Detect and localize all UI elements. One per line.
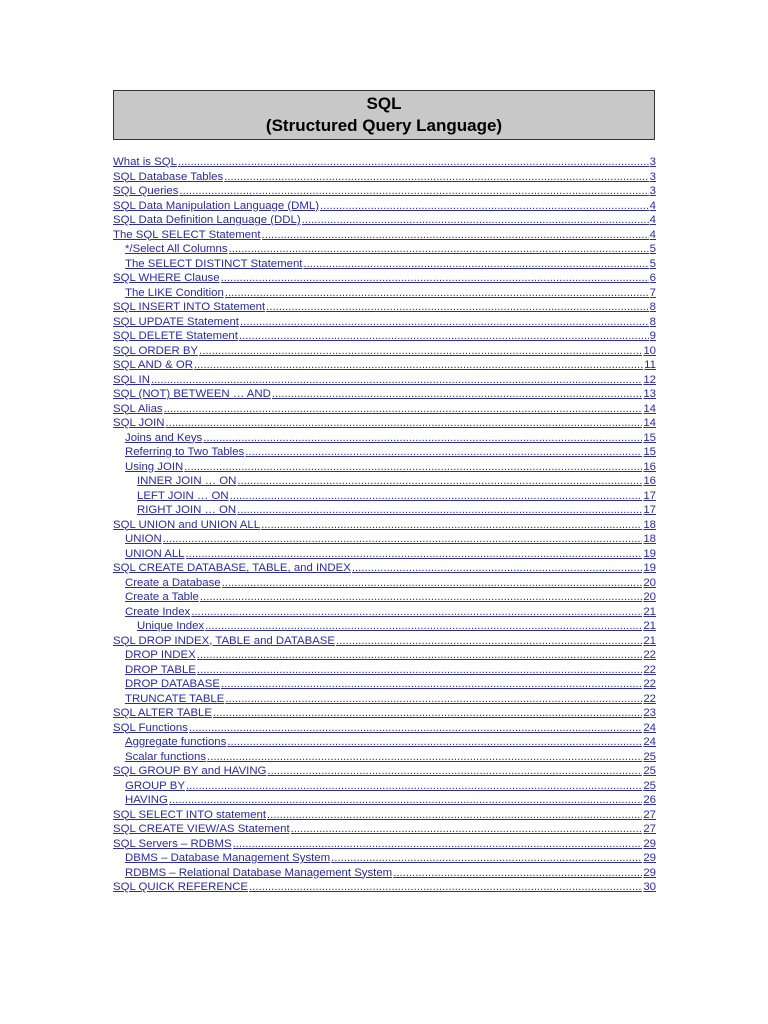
toc-dot-leader [240, 315, 649, 330]
toc-entry-page-number: 25 [643, 765, 656, 777]
toc-dot-leader [352, 561, 643, 576]
toc-entry-page-number: 3 [649, 185, 656, 197]
toc-entry[interactable] [113, 547, 656, 562]
toc-dot-leader [225, 286, 649, 301]
toc-entry-label: SQL ALTER TABLE [113, 707, 212, 719]
toc-dot-leader [197, 648, 643, 663]
toc-entry[interactable] [113, 721, 656, 736]
toc-dot-leader [222, 576, 643, 591]
toc-entry-page-number: 11 [644, 359, 656, 371]
toc-entry-page-number: 5 [649, 243, 656, 255]
toc-entry-label: Create a Table [125, 591, 199, 603]
toc-entry-label: DROP INDEX [125, 649, 196, 661]
toc-entry-page-number: 7 [649, 286, 656, 299]
toc-dot-leader [186, 779, 642, 794]
toc-dot-leader [184, 460, 642, 475]
toc-entry[interactable] [113, 445, 656, 460]
toc-entry-page-number: 4 [649, 214, 656, 226]
toc-entry-page-number: 22 [643, 663, 656, 676]
toc-entry[interactable] [113, 402, 656, 417]
toc-entry[interactable] [113, 228, 656, 243]
toc-entry-page-number: 18 [643, 533, 656, 545]
toc-dot-leader [213, 706, 642, 721]
toc-entry-page-number: 19 [643, 562, 656, 574]
toc-entry-label: SQL Alias [113, 402, 163, 415]
toc-dot-leader [320, 199, 649, 214]
table-of-contents [113, 155, 656, 895]
toc-entry-label: SQL Servers – RDBMS [113, 837, 232, 850]
toc-dot-leader [266, 300, 649, 315]
toc-entry-page-number: 9 [649, 330, 656, 342]
toc-entry[interactable] [113, 561, 656, 576]
toc-entry-label: SQL Queries [113, 185, 179, 197]
toc-entry[interactable] [113, 387, 656, 402]
toc-entry-page-number: 14 [643, 417, 656, 429]
toc-entry[interactable] [113, 358, 656, 373]
toc-entry[interactable] [113, 300, 656, 315]
toc-entry-label: UNION [125, 533, 162, 545]
toc-entry-page-number: 29 [643, 866, 656, 879]
toc-entry-label: SQL DELETE Statement [113, 330, 238, 342]
toc-entry-page-number: 29 [643, 852, 656, 864]
toc-entry-page-number: 3 [649, 170, 656, 183]
toc-entry-page-number: 27 [643, 808, 656, 821]
toc-dot-leader [237, 474, 642, 489]
toc-dot-leader [230, 489, 643, 504]
toc-entry-page-number: 8 [649, 301, 656, 313]
toc-entry[interactable] [113, 503, 656, 518]
toc-entry-label: INNER JOIN … ON [137, 475, 237, 487]
toc-entry-page-number: 21 [643, 634, 656, 647]
toc-entry[interactable] [113, 474, 656, 489]
toc-dot-leader [267, 808, 642, 823]
toc-entry-label: Scalar functions [125, 750, 207, 763]
toc-entry[interactable] [113, 663, 656, 678]
toc-entry-page-number: 24 [643, 736, 656, 748]
toc-entry[interactable] [113, 286, 656, 301]
toc-entry-page-number: 30 [643, 881, 656, 893]
toc-dot-leader [203, 431, 642, 446]
toc-entry-page-number: 22 [643, 649, 656, 661]
toc-entry-label: SQL INSERT INTO Statement [113, 301, 266, 313]
toc-entry-label: SQL WHERE Clause [113, 272, 220, 284]
toc-entry-label: SQL UNION and UNION ALL [113, 518, 261, 531]
toc-entry[interactable] [113, 648, 656, 663]
toc-entry[interactable] [113, 735, 656, 750]
toc-entry-label: RIGHT JOIN … ON [137, 504, 237, 516]
toc-entry[interactable] [113, 460, 656, 475]
toc-dot-leader [229, 242, 649, 257]
toc-entry-label: SQL ORDER BY [113, 344, 199, 357]
toc-dot-leader [225, 692, 642, 707]
toc-dot-leader [227, 735, 642, 750]
toc-entry-page-number: 4 [649, 199, 656, 212]
toc-entry-page-number: 26 [643, 794, 656, 806]
toc-dot-leader [262, 228, 649, 243]
toc-entry-page-number: 22 [643, 692, 656, 705]
toc-entry-page-number: 13 [643, 388, 656, 400]
toc-dot-leader [189, 721, 642, 736]
toc-entry-label: Aggregate functions [125, 736, 227, 748]
toc-dot-leader [393, 866, 642, 881]
toc-dot-leader [336, 634, 642, 649]
toc-entry-label: SQL CREATE VIEW/AS Statement [113, 823, 290, 835]
toc-entry[interactable] [113, 779, 656, 794]
toc-entry-page-number: 3 [649, 156, 656, 168]
toc-entry-label: What is SQL [113, 156, 177, 168]
toc-dot-leader [331, 851, 642, 866]
toc-entry-page-number: 20 [643, 576, 656, 589]
toc-entry-page-number: 14 [643, 402, 656, 415]
toc-entry[interactable] [113, 822, 656, 837]
toc-entry-page-number: 5 [649, 257, 656, 270]
toc-entry[interactable] [113, 329, 656, 344]
toc-dot-leader [194, 358, 643, 373]
toc-entry-label: LEFT JOIN … ON [137, 489, 229, 502]
toc-entry[interactable] [113, 155, 656, 170]
toc-entry-page-number: 25 [643, 750, 656, 763]
toc-entry[interactable] [113, 271, 656, 286]
toc-entry-page-number: 22 [643, 678, 656, 690]
toc-dot-leader [261, 518, 642, 533]
toc-entry-page-number: 24 [643, 721, 656, 734]
toc-entry[interactable] [113, 692, 656, 707]
toc-entry[interactable] [113, 373, 656, 388]
toc-entry-page-number: 18 [643, 518, 656, 531]
toc-dot-leader [179, 184, 648, 199]
toc-entry-page-number: 27 [643, 823, 656, 835]
toc-dot-leader [221, 271, 649, 286]
toc-entry-page-number: 15 [643, 446, 656, 458]
toc-entry[interactable] [113, 851, 656, 866]
toc-entry-page-number: 21 [643, 620, 656, 632]
toc-dot-leader [303, 257, 648, 272]
toc-dot-leader [165, 416, 642, 431]
toc-entry-label: DROP DATABASE [125, 678, 220, 690]
toc-entry[interactable] [113, 880, 656, 895]
toc-entry-page-number: 20 [643, 591, 656, 603]
toc-entry[interactable] [113, 634, 656, 649]
toc-entry[interactable] [113, 677, 656, 692]
toc-dot-leader [200, 590, 642, 605]
toc-entry[interactable] [113, 170, 656, 185]
toc-entry-label: SQL SELECT INTO statement [113, 808, 266, 821]
toc-entry-label: Using JOIN [125, 460, 184, 473]
toc-entry[interactable] [113, 344, 656, 359]
toc-entry[interactable] [113, 518, 656, 533]
toc-dot-leader [224, 170, 648, 185]
toc-entry[interactable] [113, 199, 656, 214]
toc-entry-page-number: 10 [643, 344, 656, 357]
toc-dot-leader [191, 605, 642, 620]
toc-entry-label: SQL JOIN [113, 417, 165, 429]
toc-entry-label: The LIKE Condition [125, 286, 224, 299]
toc-dot-leader [237, 503, 642, 518]
toc-entry[interactable] [113, 619, 656, 634]
toc-entry[interactable] [113, 213, 656, 228]
document-title: SQL [366, 94, 402, 113]
toc-entry-label: Create a Database [125, 576, 221, 589]
document-subtitle: (Structured Query Language) [265, 116, 503, 135]
toc-entry[interactable] [113, 837, 656, 852]
toc-entry-label: UNION ALL [125, 547, 185, 560]
toc-entry-page-number: 25 [643, 779, 656, 792]
toc-entry[interactable] [113, 431, 656, 446]
toc-entry-label: The SQL SELECT Statement [113, 228, 261, 241]
toc-entry-page-number: 15 [643, 431, 656, 444]
toc-entry-label: The SELECT DISTINCT Statement [125, 257, 303, 270]
toc-entry-page-number: 12 [643, 373, 656, 386]
toc-entry-label: Joins and Keys [125, 431, 203, 444]
toc-entry[interactable] [113, 764, 656, 779]
toc-entry-label: SQL (NOT) BETWEEN … AND [113, 388, 271, 400]
toc-entry-label: Create Index [125, 605, 191, 618]
toc-dot-leader [163, 532, 643, 547]
toc-dot-leader [267, 764, 642, 779]
toc-dot-leader [199, 344, 642, 359]
toc-entry[interactable] [113, 257, 656, 272]
toc-dot-leader [249, 880, 642, 895]
toc-entry-label: SQL Data Definition Language (DDL) [113, 214, 301, 226]
toc-dot-leader [239, 329, 649, 344]
toc-entry[interactable] [113, 793, 656, 808]
toc-entry[interactable] [113, 576, 656, 591]
toc-entry-label: TRUNCATE TABLE [125, 692, 225, 705]
toc-entry-page-number: 17 [643, 489, 656, 502]
toc-entry-label: */Select All Columns [125, 243, 228, 255]
toc-entry[interactable] [113, 605, 656, 620]
toc-entry[interactable] [113, 416, 656, 431]
toc-dot-leader [272, 387, 643, 402]
toc-entry-label: Referring to Two Tables [125, 446, 245, 458]
toc-entry-label: SQL IN [113, 373, 150, 386]
toc-dot-leader [197, 663, 642, 678]
toc-entry[interactable] [113, 750, 656, 765]
toc-dot-leader [221, 677, 642, 692]
toc-dot-leader [151, 373, 642, 388]
toc-entry-page-number: 16 [643, 475, 656, 487]
toc-entry-page-number: 4 [649, 228, 656, 241]
toc-dot-leader [205, 619, 642, 634]
toc-entry-label: SQL QUICK REFERENCE [113, 881, 249, 893]
toc-entry-page-number: 23 [643, 707, 656, 719]
toc-entry-label: SQL UPDATE Statement [113, 315, 239, 328]
toc-entry-page-number: 19 [643, 547, 656, 560]
toc-entry-label: SQL AND & OR [113, 359, 193, 371]
toc-dot-leader [186, 547, 643, 562]
toc-entry-label: SQL Functions [113, 721, 188, 734]
toc-dot-leader [302, 213, 649, 228]
toc-dot-leader [164, 402, 643, 417]
toc-entry-label: SQL GROUP BY and HAVING [113, 765, 267, 777]
toc-entry-page-number: 8 [649, 315, 656, 328]
toc-entry-label: SQL DROP INDEX, TABLE and DATABASE [113, 634, 335, 647]
toc-entry-page-number: 21 [643, 605, 656, 618]
toc-entry-label: DBMS – Database Management System [125, 852, 331, 864]
toc-dot-leader [245, 445, 642, 460]
toc-dot-leader [169, 793, 643, 808]
toc-entry[interactable] [113, 706, 656, 721]
toc-entry-label: Unique Index [137, 620, 205, 632]
toc-entry-page-number: 16 [643, 460, 656, 473]
toc-entry[interactable] [113, 242, 656, 257]
toc-entry[interactable] [113, 590, 656, 605]
document-title-box [113, 90, 655, 140]
toc-entry[interactable] [113, 489, 656, 504]
toc-dot-leader [207, 750, 642, 765]
toc-entry-label: DROP TABLE [125, 663, 196, 676]
toc-entry[interactable] [113, 532, 656, 547]
toc-entry-label: SQL Database Tables [113, 170, 224, 183]
toc-entry-label: SQL CREATE DATABASE, TABLE, and INDEX [113, 562, 351, 574]
toc-entry-label: RDBMS – Relational Database Management System [125, 866, 393, 879]
toc-entry-page-number: 6 [649, 272, 656, 284]
toc-entry-label: GROUP BY [125, 779, 185, 792]
toc-dot-leader [233, 837, 643, 852]
toc-entry[interactable] [113, 184, 656, 199]
toc-entry-label: HAVING [125, 794, 168, 806]
toc-entry[interactable] [113, 808, 656, 823]
toc-dot-leader [291, 822, 643, 837]
toc-entry[interactable] [113, 866, 656, 881]
toc-dot-leader [178, 155, 649, 170]
toc-entry-page-number: 29 [643, 837, 656, 850]
toc-entry-label: SQL Data Manipulation Language (DML) [113, 199, 319, 212]
toc-entry[interactable] [113, 315, 656, 330]
toc-entry-page-number: 17 [643, 504, 656, 516]
